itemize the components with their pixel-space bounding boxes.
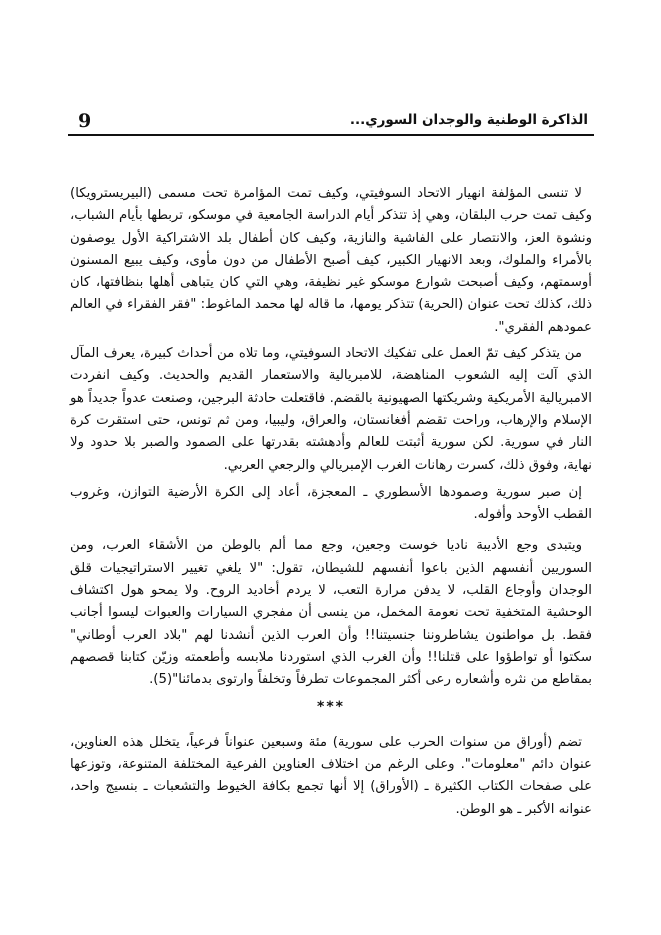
paragraph: من يتذكر كيف تمّ العمل على تفكيك الاتحاد السوفيتي، وما تلاه من أحداث كبيرة، يعرف المآل الذي آلت إليه الشعوب المناهضة، للامبريالية والاستعمار القديم والحديث. وكيف انفردت الامبريالية الأمريكية وشريكتها الصهيونية بالقضم. فاقتعلت حادثة البرجين، وصنعت عدواً جديداً هو الإسلام والإرهاب، وراحت تقضم أفغانستان، والعراق، وليبيا، ومن ثم تونس، حتى استقرت كرة النار في سورية. لكن سورية أثبتت للعالم وأدهشته بقدرتها على الصمود والصبر بلا حدود ولا نهاية، وفوق ذلك، كسرت رهانات الغرب الإمبريالي والرجعي العربي. — [70, 346, 592, 473]
paragraph: تضم (أوراق من سنوات الحرب على سورية) مئة وسبعين عنواناً فرعياً، يتخلل هذه العناوين، عنوان دائم "معلومات". وعلى الرغم من اختلاف العناوين الفرعية المختلفة المتنوعة، وتوزعها على صفحات الكتاب الكثيرة ـ (الأوراق) إلا أنها تجمع بكافة الخيوط والتشعبات ـ بنسيج واحد، عنوانه الأكبر ـ هو الوطن. — [70, 734, 592, 817]
page-header — [68, 106, 594, 136]
header-rule — [68, 134, 594, 136]
paragraph: ويتبدى وجع الأديبة ناديا خوست وجعين، وجع مما ألم بالوطن من الأشقاء العرب، ومن السوريين أنفسهم الذين باعوا أنفسهم للشيطان، تقول: "لا يلغي تغيير الاستراتيجيات قلق الوجدان وأوجاع القلب، لا يدفن مرارة التعب، لا يردم أخاديد الروح. ولا يمحو هول اكتشاف الوحشية المتخفية تحت نعومة المخمل، من ينسى أن مفجري السيارات والعبوات ليسوا أجانب فقط. بل مواطنون يشاطروننا جنسيتنا!! وأن العرب الذين أنشدنا لهم "بلاد العرب أوطاني" سكتوا أو تواطؤوا على قتلنا!! وأن الغرب الذي استوردنا ملابسه وأطعمته وزيّن كتابنا قصصهم بمقاطع من نثره وأشعاره رعى أكثر المجموعات تطرفاً وتخلفاً وارتوى بدمائنا"(5). — [70, 538, 592, 688]
page-number: 9 — [78, 110, 92, 132]
paragraph: لا تنسى المؤلفة انهيار الاتحاد السوفيتي، وكيف تمت المؤامرة تحت مسمى (البيريسترويكا) وكيف تمت حرب البلقان، وهي إذ تتذكر أيام الدراسة الجامعية في موسكو، تربطها بأيام الشباب، ونشوة العز، والانتصار على الفاشية والنازية، وكيف كان أطفال بلد الاشتراكية الأول يوصفون بالأمراء والملوك، وبعد الانهيار الكبير، كيف أصبح الأطفال من دون مأوى، وكيف يبيع المسنون أوسمتهم، وكيف أصبحت شوارع موسكو غير نظيفة، وهي التي كان يتباهى أهلها بنظافتها، كان ذلك، كذلك تحت عنوان (الحرية) تتذكر يومها، ما قاله لها محمد الماغوط: "فقر الفقراء في العالم عمودهم الفقري". — [70, 186, 592, 335]
paragraph: إن صبر سورية وصمودها الأسطوري ـ المعجزة، أعاد إلى الكرة الأرضية التوازن، وغروب القطب الأوحد وأفوله. — [70, 484, 592, 523]
body-text — [70, 183, 592, 821]
section-separator: *** — [317, 698, 345, 715]
running-title: الذاكرة الوطنية والوجدان السوري... — [349, 112, 588, 128]
